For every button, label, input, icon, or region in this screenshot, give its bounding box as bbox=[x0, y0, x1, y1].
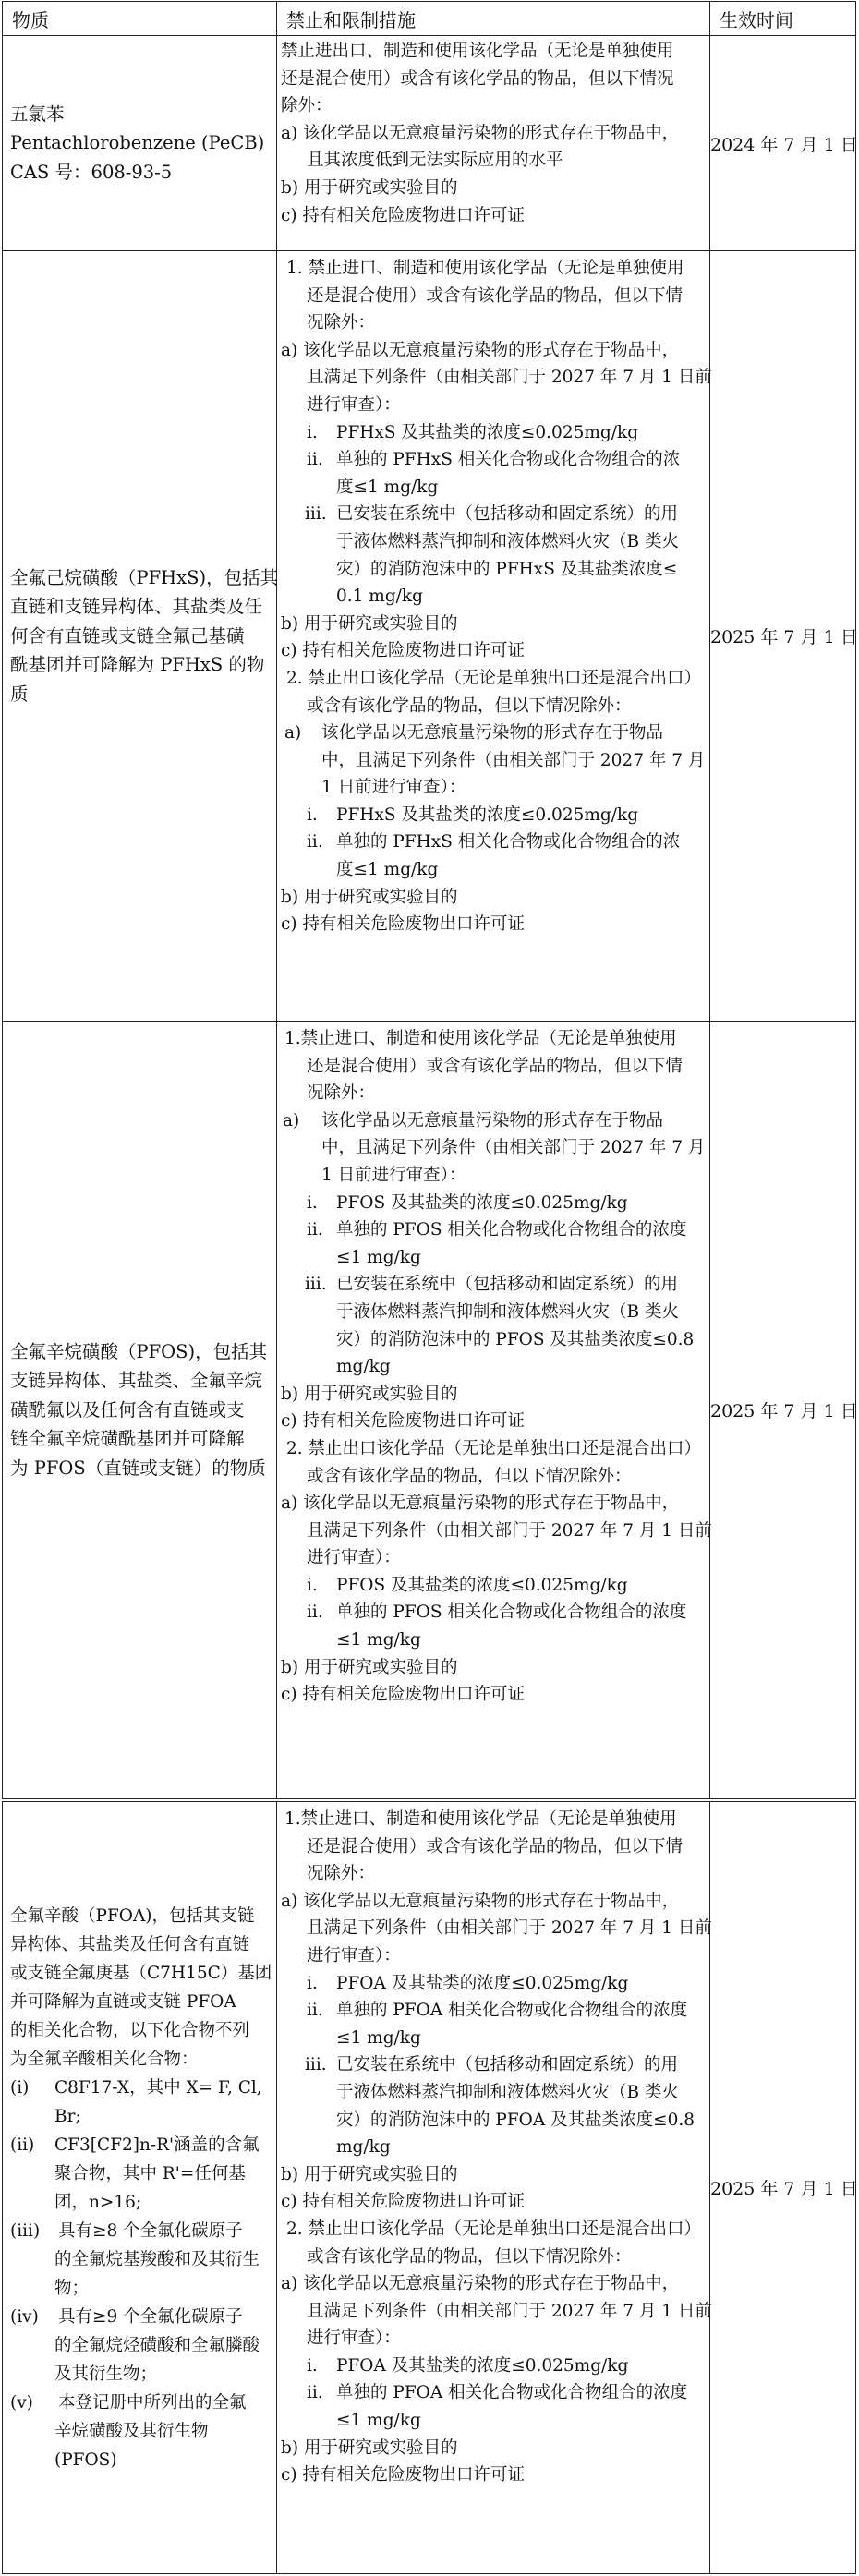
item-marker: (iii) bbox=[10, 2220, 41, 2241]
measures-cell bbox=[277, 1802, 710, 2574]
effective-cell bbox=[710, 36, 856, 251]
substance-line: 全氟辛烷磺酸（PFOS)，包括其 bbox=[10, 1340, 268, 1362]
substance-line: 全氟辛酸（PFOA)，包括其支链 bbox=[10, 1905, 255, 1926]
measure-line: PFOS 及其盐类的浓度≤0.025mg/kg bbox=[336, 1192, 628, 1213]
effective-cell bbox=[710, 1802, 856, 2574]
substance-line: 为 PFOS（直链或支链）的物质 bbox=[10, 1457, 266, 1479]
item-marker: iii. bbox=[305, 1275, 327, 1295]
substance-line: 何含有直链或支链全氟己基磺 bbox=[10, 624, 245, 647]
measure-line: 1 日前进行审查）： bbox=[321, 778, 466, 798]
measure-line: 且满足下列条件（由相关部门于 2027 年 7 月 1 日前 bbox=[307, 1520, 712, 1541]
measure-line: PFHxS 及其盐类的浓度≤0.025mg/kg bbox=[336, 804, 639, 825]
measure-line: c) 持有相关危险废物出口许可证 bbox=[281, 2465, 525, 2485]
measure-line: 况除外： bbox=[307, 1864, 376, 1884]
measure-line: a) 该化学品以无意痕量污染物的形式存在于物品中， bbox=[281, 123, 680, 143]
substance-line: 磺酰氟以及任何含有直链或支 bbox=[10, 1398, 245, 1421]
measure-line: 除外： bbox=[281, 96, 333, 116]
measure-line: b) 用于研究或实验目的 bbox=[281, 2437, 458, 2458]
measure-line: 进行审查）： bbox=[307, 1945, 401, 1965]
measure-line: 2. 禁止出口该化学品（无论是单独出口还是混合出口） bbox=[286, 2219, 702, 2239]
item-marker: (v) bbox=[10, 2392, 33, 2413]
regulation-table-continued bbox=[2, 1801, 856, 2574]
measure-line: 且满足下列条件（由相关部门于 2027 年 7 月 1 日前 bbox=[307, 2301, 712, 2321]
table-row bbox=[3, 1022, 856, 1799]
measure-line: 单独的 PFOA 相关化合物或化合物组合的浓度 bbox=[336, 2001, 688, 2021]
substance-line: 并可降解为直链或支链 PFOA bbox=[10, 1991, 236, 2012]
measure-line: a) 该化学品以无意痕量污染物的形式存在于物品中， bbox=[281, 1494, 680, 1514]
measure-line: 该化学品以无意痕量污染物的形式存在于物品 bbox=[321, 1110, 664, 1131]
substance-cell bbox=[3, 1022, 277, 1799]
measure-line: 还是混合使用）或含有该化学品的物品，但以下情 bbox=[307, 285, 684, 306]
substance-line: 的全氟烷基羧酸和及其衍生 bbox=[54, 2249, 260, 2269]
substance-line: 酰基团并可降解为 PFHxS 的物 bbox=[10, 654, 265, 676]
item-marker: a) bbox=[283, 1110, 300, 1131]
measure-line: 1 日前进行审查）： bbox=[321, 1165, 466, 1185]
substance-cell bbox=[3, 251, 277, 1022]
measure-line: a) 该化学品以无意痕量污染物的形式存在于物品中， bbox=[281, 2274, 680, 2294]
substance-line: 直链和支链异构体、其盐类及任 bbox=[10, 596, 263, 618]
measure-line: c) 持有相关危险废物进口许可证 bbox=[281, 641, 525, 661]
measure-line: 且满足下列条件（由相关部门于 2027 年 7 月 1 日前 bbox=[307, 1918, 712, 1939]
effective-date: 2025 年 7 月 1 日 bbox=[710, 1401, 858, 1421]
substance-line: 全氟己烷磺酸（PFHxS)，包括其 bbox=[10, 566, 279, 588]
measure-line: 于液体燃料蒸汽抑制和液体燃料火灾（B 类火 bbox=[336, 2082, 679, 2102]
measure-line: 且其浓度低到无法实际应用的水平 bbox=[307, 151, 563, 171]
measure-line: c) 持有相关危险废物进口许可证 bbox=[281, 205, 525, 225]
measure-line: 或含有该化学品的物品，但以下情况除外： bbox=[307, 2246, 632, 2267]
measure-line: c) 持有相关危险废物出口许可证 bbox=[281, 1685, 525, 1705]
measure-line: b) 用于研究或实验目的 bbox=[281, 887, 458, 907]
table-row bbox=[3, 1802, 856, 2574]
item-marker: i. bbox=[307, 1973, 318, 1993]
regulation-table bbox=[2, 1, 856, 1799]
substance-line: 质 bbox=[10, 683, 29, 705]
item-marker: ii. bbox=[307, 2001, 323, 2021]
item-marker: (iv) bbox=[10, 2306, 39, 2327]
measure-line: c) 持有相关危险废物出口许可证 bbox=[281, 914, 525, 935]
measure-line: a) 该化学品以无意痕量污染物的形式存在于物品中， bbox=[281, 340, 680, 360]
measure-line: 灾）的消防泡沫中的 PFHxS 及其盐类浓度≤ bbox=[336, 559, 678, 579]
measure-line: PFHxS 及其盐类的浓度≤0.025mg/kg bbox=[336, 422, 639, 442]
measure-line: 进行审查）： bbox=[307, 2328, 401, 2349]
item-marker: ii. bbox=[307, 832, 323, 853]
measure-line: c) 持有相关危险废物进口许可证 bbox=[281, 2192, 525, 2212]
measure-line: ≤1 mg/kg bbox=[336, 2411, 421, 2431]
substance-line: C8F17-X，其中 X= F, Cl, bbox=[54, 2077, 262, 2098]
measure-line: ≤1 mg/kg bbox=[336, 2027, 421, 2048]
substance-line: 具有≥9 个全氟化碳原子 bbox=[58, 2306, 243, 2327]
measure-line: 于液体燃料蒸汽抑制和液体燃料火灾（B 类火 bbox=[336, 531, 679, 551]
measure-line: 况除外： bbox=[307, 313, 376, 333]
measure-line: ≤1 mg/kg bbox=[336, 1247, 421, 1267]
measure-line: 禁止进出口、制造和使用该化学品（无论是单独使用 bbox=[281, 42, 674, 61]
substance-line: CAS 号：608-93-5 bbox=[10, 161, 173, 183]
item-marker: i. bbox=[307, 2355, 318, 2376]
measure-line: 且满足下列条件（由相关部门于 2027 年 7 月 1 日前 bbox=[307, 368, 712, 388]
item-marker: a) bbox=[284, 723, 302, 744]
item-marker: ii. bbox=[307, 450, 323, 470]
substance-line: 五氯苯 bbox=[10, 103, 65, 125]
table-header bbox=[3, 2, 856, 36]
measure-line: 1. 禁止进口、制造和使用该化学品（无论是单独使用 bbox=[286, 259, 684, 278]
table-row bbox=[3, 251, 856, 1022]
measure-line: 已安装在系统中（包括移动和固定系统）的用 bbox=[336, 2055, 679, 2075]
substance-line: 支链异构体、其盐类、全氟辛烷 bbox=[10, 1370, 263, 1392]
item-marker: iii. bbox=[305, 504, 327, 525]
measure-line: 况除外： bbox=[307, 1083, 376, 1104]
measure-line: 或含有该化学品的物品，但以下情况除外： bbox=[307, 1466, 632, 1486]
table-row bbox=[3, 36, 856, 251]
item-marker: ii. bbox=[307, 1602, 323, 1623]
item-marker: i. bbox=[307, 1192, 318, 1213]
measure-line: 单独的 PFOS 相关化合物或化合物组合的浓度 bbox=[336, 1220, 687, 1240]
header-substance: 物质 bbox=[3, 2, 277, 36]
measure-line: 2. 禁止出口该化学品（无论是单独出口还是混合出口） bbox=[286, 668, 702, 688]
measure-line: mg/kg bbox=[336, 1357, 391, 1377]
measure-line: 进行审查）： bbox=[307, 1548, 401, 1568]
measure-line: 灾）的消防泡沫中的 PFOS 及其盐类浓度≤0.8 bbox=[336, 1329, 695, 1349]
effective-cell bbox=[710, 251, 856, 1022]
substance-line: CF3[CF2]n-R'涵盖的含氟 bbox=[54, 2135, 260, 2155]
substance-line: 物； bbox=[54, 2278, 90, 2298]
substance-line: 具有≥8 个全氟化碳原子 bbox=[58, 2220, 243, 2241]
substance-line: 为全氟辛酸相关化合物： bbox=[10, 2049, 199, 2069]
measure-line: 灾）的消防泡沫中的 PFOA 及其盐类浓度≤0.8 bbox=[336, 2110, 695, 2130]
measure-line: PFOA 及其盐类的浓度≤0.025mg/kg bbox=[336, 2355, 629, 2376]
measure-line: 已安装在系统中（包括移动和固定系统）的用 bbox=[336, 504, 679, 525]
measure-line: 进行审查）： bbox=[307, 394, 401, 415]
measure-line: 1.禁止进口、制造和使用该化学品（无论是单独使用 bbox=[284, 1809, 677, 1829]
measure-line: 1.禁止进口、制造和使用该化学品（无论是单独使用 bbox=[284, 1029, 677, 1048]
substance-cell bbox=[3, 1802, 277, 2574]
measure-line: b) 用于研究或实验目的 bbox=[281, 613, 458, 634]
measure-line: mg/kg bbox=[336, 2137, 391, 2158]
substance-line: 或支链全氟庚基（C7H15C）基团 bbox=[10, 1963, 272, 1983]
substance-line: Br; bbox=[54, 2106, 81, 2126]
measure-line: 0.1 mg/kg bbox=[336, 587, 423, 607]
item-marker: ii. bbox=[307, 1220, 323, 1240]
item-marker: ii. bbox=[307, 2383, 323, 2403]
measure-line: 或含有该化学品的物品，但以下情况除外： bbox=[307, 695, 632, 716]
measure-line: 还是混合使用）或含有该化学品的物品，但以下情况 bbox=[281, 68, 674, 89]
substance-cell bbox=[3, 36, 277, 251]
substance-line: 链全氟辛烷磺酰基团并可降解 bbox=[10, 1428, 245, 1450]
item-marker: (i) bbox=[10, 2077, 30, 2098]
measure-line: b) 用于研究或实验目的 bbox=[281, 1657, 458, 1677]
substance-line: Pentachlorobenzene (PeCB) bbox=[10, 132, 265, 154]
measure-line: 还是混合使用）或含有该化学品的物品，但以下情 bbox=[307, 1836, 684, 1856]
measure-line: b) 用于研究或实验目的 bbox=[281, 1384, 458, 1404]
effective-date: 2025 年 7 月 1 日 bbox=[710, 627, 858, 647]
measure-line: 度≤1 mg/kg bbox=[336, 860, 439, 880]
measure-line: b) 用于研究或实验目的 bbox=[281, 2164, 458, 2184]
measure-line: PFOA 及其盐类的浓度≤0.025mg/kg bbox=[336, 1973, 629, 1993]
measure-line: 还是混合使用）或含有该化学品的物品，但以下情 bbox=[307, 1056, 684, 1076]
measure-line: 已安装在系统中（包括移动和固定系统）的用 bbox=[336, 1275, 679, 1295]
effective-date: 2025 年 7 月 1 日 bbox=[710, 2179, 858, 2199]
measure-line: 该化学品以无意痕量污染物的形式存在于物品 bbox=[321, 723, 664, 744]
item-marker: i. bbox=[307, 1575, 318, 1595]
substance-line: 异构体、其盐类及任何含有直链 bbox=[10, 1934, 250, 1954]
measures-cell bbox=[277, 36, 710, 251]
substance-line: 团，n>16; bbox=[54, 2192, 142, 2212]
measure-line: 于液体燃料蒸汽抑制和液体燃料火灾（B 类火 bbox=[336, 1301, 679, 1322]
measures-cell bbox=[277, 251, 710, 1022]
substance-line: 本登记册中所列出的全氟 bbox=[58, 2392, 247, 2413]
measure-line: PFOS 及其盐类的浓度≤0.025mg/kg bbox=[336, 1575, 628, 1595]
substance-line: 辛烷磺酸及其衍生物 bbox=[54, 2421, 209, 2441]
measure-line: 单独的 PFOA 相关化合物或化合物组合的浓度 bbox=[336, 2383, 688, 2403]
measures-cell bbox=[277, 1022, 710, 1799]
substance-line: 及其衍生物； bbox=[54, 2364, 158, 2384]
effective-date: 2024 年 7 月 1 日 bbox=[710, 134, 858, 155]
measure-line: 单独的 PFHxS 相关化合物或化合物组合的浓 bbox=[336, 832, 681, 853]
header-effective: 生效时间 bbox=[710, 2, 856, 36]
measure-line: 度≤1 mg/kg bbox=[336, 477, 439, 497]
substance-line: 的相关化合物，以下化合物不列 bbox=[10, 2020, 250, 2040]
measure-line: 单独的 PFOS 相关化合物或化合物组合的浓度 bbox=[336, 1602, 687, 1623]
item-marker: i. bbox=[307, 422, 318, 442]
substance-line: (PFOS) bbox=[54, 2449, 117, 2470]
measure-line: ≤1 mg/kg bbox=[336, 1630, 421, 1651]
item-marker: (ii) bbox=[10, 2135, 35, 2155]
item-marker: i. bbox=[307, 804, 318, 825]
measure-line: b) 用于研究或实验目的 bbox=[281, 177, 458, 198]
substance-line: 聚合物，其中 R'=任何基 bbox=[54, 2163, 246, 2183]
measure-line: c) 持有相关危险废物进口许可证 bbox=[281, 1411, 525, 1432]
measure-line: 单独的 PFHxS 相关化合物或化合物组合的浓 bbox=[336, 450, 681, 470]
substance-line: 的全氟烷烃磺酸和全氟膦酸 bbox=[54, 2335, 260, 2355]
measure-line: 中，且满足下列条件（由相关部门于 2027 年 7 月 bbox=[321, 750, 706, 770]
measure-line: 中，且满足下列条件（由相关部门于 2027 年 7 月 bbox=[321, 1138, 706, 1158]
header-measures: 禁止和限制措施 bbox=[277, 2, 710, 36]
measure-line: 2. 禁止出口该化学品（无论是单独出口还是混合出口） bbox=[286, 1438, 702, 1458]
measure-line: a) 该化学品以无意痕量污染物的形式存在于物品中， bbox=[281, 1891, 680, 1911]
item-marker: iii. bbox=[305, 2055, 327, 2075]
effective-cell bbox=[710, 1022, 856, 1799]
